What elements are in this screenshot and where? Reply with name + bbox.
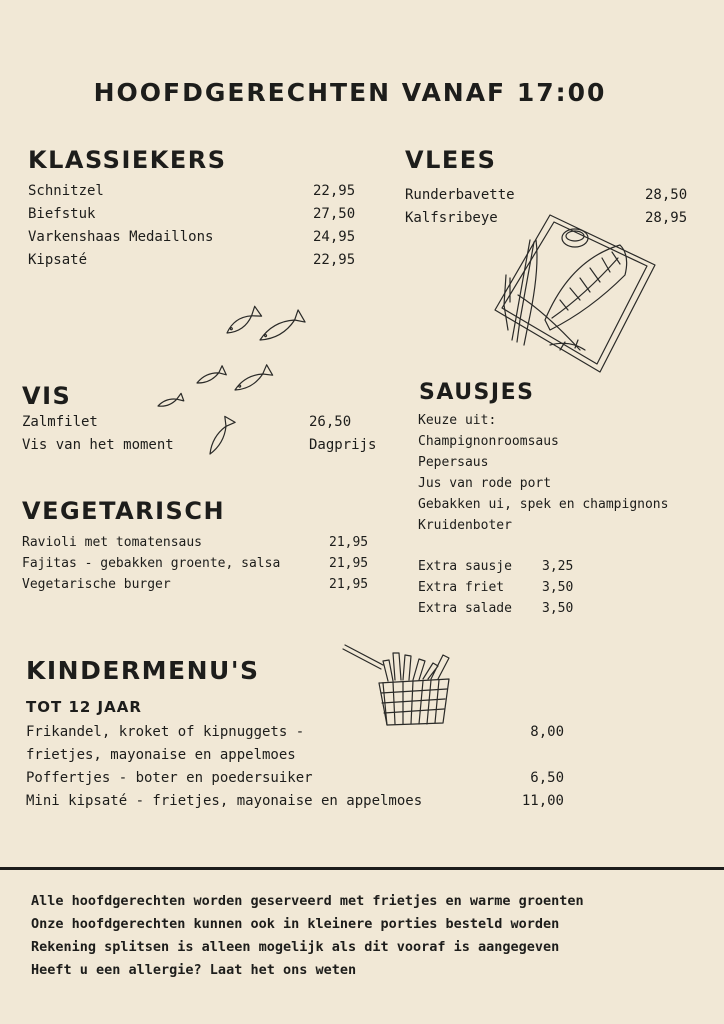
extra-price: 3,50 — [542, 601, 574, 616]
item-name: Varkenshaas Medaillons — [28, 229, 214, 245]
item-price: 22,95 — [313, 252, 356, 268]
vegetarisch-heading: VEGETARISCH — [22, 497, 226, 525]
vlees-heading: VLEES — [405, 146, 497, 174]
price-column — [309, 411, 376, 457]
footer-line: Heeft u een allergie? Laat het ons weten — [31, 962, 357, 978]
klassiekers-heading: KLASSIEKERS — [28, 146, 227, 174]
footer-line: Rekening splitsen is alleen mogelijk als dit vooraf is aangegeven — [31, 939, 560, 955]
item-name: Kalfsribeye — [405, 210, 498, 226]
item-name: Vis van het moment — [22, 437, 174, 453]
steak-board-icon — [490, 200, 660, 375]
item-price: 8,00 — [530, 724, 564, 740]
item-price: 28,95 — [645, 210, 688, 226]
extras-prices — [542, 556, 573, 619]
footer-notes — [31, 890, 584, 982]
item-name: Schnitzel — [28, 183, 104, 199]
price-column — [510, 721, 564, 813]
item-name: Ravioli met tomatensaus — [22, 535, 203, 550]
sauce-option: Jus van rode port — [418, 476, 552, 491]
footer-line: Alle hoofdgerechten worden geserveerd met frietjes en warme groenten — [31, 893, 584, 909]
item-name: Mini kipsaté - frietjes, mayonaise en appelmoes — [26, 793, 423, 809]
item-name-cont: frietjes, mayonaise en appelmoes — [26, 747, 296, 763]
extras-list — [418, 556, 512, 619]
sauce-option: Kruidenboter — [418, 518, 512, 533]
item-name: Frikandel, kroket of kipnuggets - — [26, 724, 305, 740]
menu-item — [26, 721, 422, 813]
fries-basket-icon — [343, 643, 458, 728]
extra-name: Extra friet — [418, 580, 505, 595]
item-price: 24,95 — [313, 229, 356, 245]
extra-name: Extra sausje — [418, 559, 512, 574]
item-name: Kipsaté — [28, 252, 88, 268]
item-name: Runderbavette — [405, 187, 515, 203]
extra-price: 3,25 — [542, 559, 574, 574]
item-price: 27,50 — [313, 206, 356, 222]
item-price: 28,50 — [645, 187, 688, 203]
item-price: 11,00 — [521, 793, 564, 809]
fish-school-icon — [152, 318, 302, 458]
divider — [0, 867, 724, 870]
sauce-option: Gebakken ui, spek en champignons — [418, 497, 669, 512]
sauce-option: Champignonroomsaus — [418, 434, 559, 449]
item-price: 22,95 — [313, 183, 356, 199]
item-name: Fajitas - gebakken groente, salsa — [22, 556, 281, 571]
item-price: 6,50 — [530, 770, 564, 786]
item-price: Dagprijs — [309, 437, 377, 453]
menu-item — [22, 411, 174, 457]
item-name: Vegetarische burger — [22, 577, 171, 592]
item-price: 21,95 — [329, 577, 369, 592]
item-price: 21,95 — [329, 535, 369, 550]
vis-heading: VIS — [22, 382, 72, 410]
sauce-intro: Keuze uit: — [418, 413, 497, 428]
extra-price: 3,50 — [542, 580, 574, 595]
item-name: Zalmfilet — [22, 414, 98, 430]
sausjes-heading: SAUSJES — [419, 380, 535, 405]
item-name: Poffertjes - boter en poedersuiker — [26, 770, 313, 786]
item-name: Biefstuk — [28, 206, 96, 222]
footer-line: Onze hoofdgerechten kunnen ook in kleinere porties besteld worden — [31, 916, 560, 932]
menu-item — [28, 180, 213, 272]
sauce-list — [418, 410, 668, 536]
price-column — [329, 532, 368, 595]
menu-item — [22, 532, 280, 595]
page-title: HOOFDGERECHTEN VANAF 17:00 — [93, 78, 607, 107]
kindermenu-subheading: TOT 12 JAAR — [26, 698, 142, 716]
kindermenu-heading: KINDERMENU'S — [26, 656, 260, 685]
extra-name: Extra salade — [418, 601, 512, 616]
item-price: 26,50 — [309, 414, 352, 430]
sauce-option: Pepersaus — [418, 455, 489, 470]
item-price: 21,95 — [329, 556, 369, 571]
price-column — [313, 180, 355, 272]
